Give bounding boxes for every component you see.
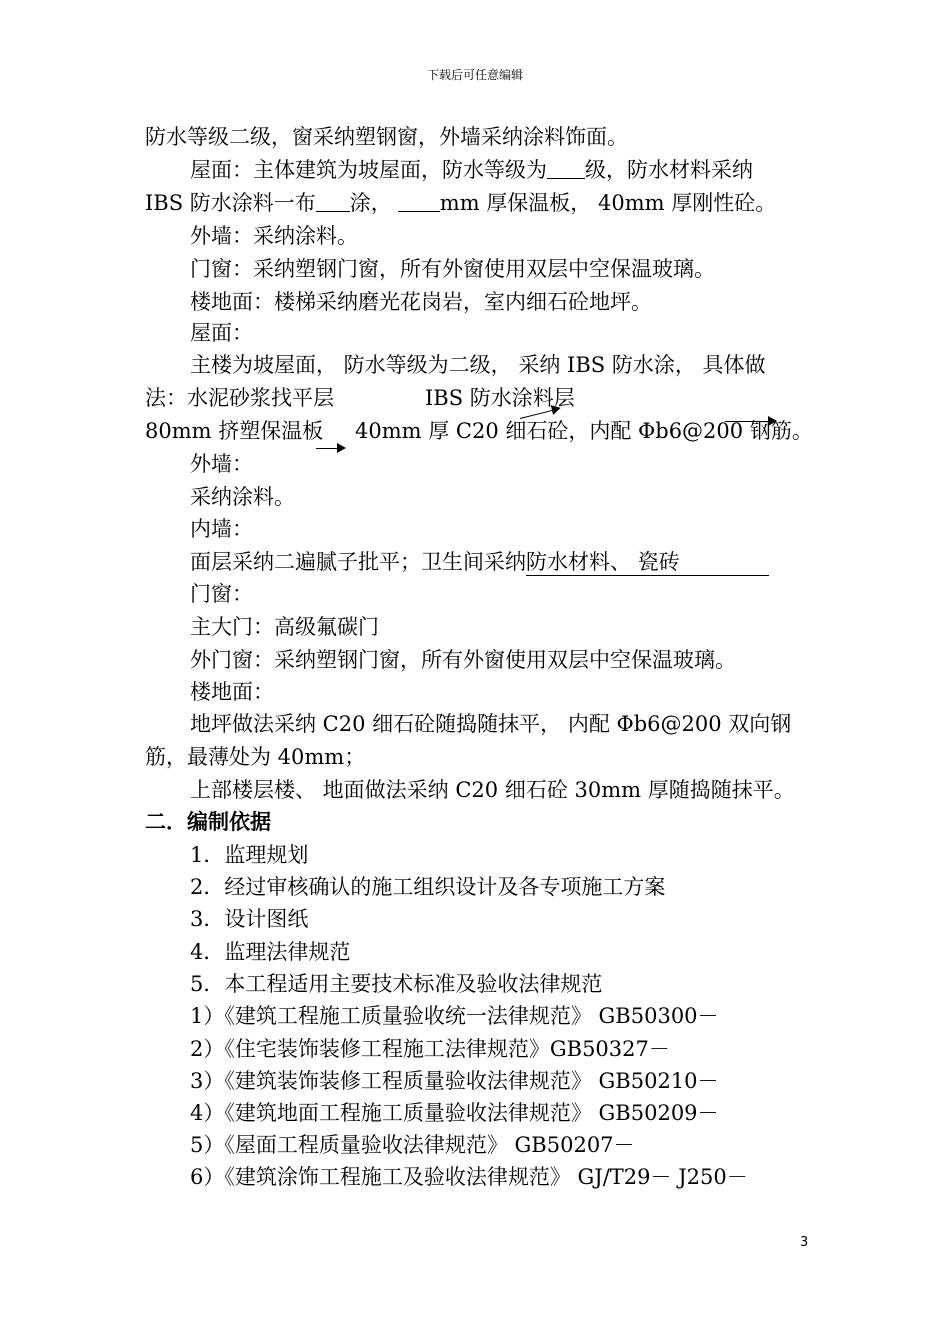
fill-blank: [547, 158, 585, 179]
text-line: 门窗：采纳塑钢门窗，所有外窗使用双层中空保温玻璃。: [190, 257, 715, 281]
standard-item: 4）《建筑地面工程施工质量验收法律规范》 GB50209－: [190, 1101, 719, 1125]
list-item: 2．经过审核确认的施工组织设计及各专项施工方案: [190, 875, 666, 899]
text-line: 门窗：: [190, 582, 253, 606]
text-line: 外墙：: [190, 452, 253, 476]
section-heading: 二．编制依据: [145, 810, 271, 834]
standard-item: 6）《建筑涂饰工程施工及验收法律规范》 GJ/T29－ J250－: [190, 1165, 748, 1189]
list-item: 4．监理法律规范: [190, 940, 351, 964]
text-line: 40mm 厚 C20 细石砼，内配 Φb6@200 钢筋。: [355, 419, 813, 443]
text-line: 采纳涂料。: [190, 485, 295, 509]
text-line: 筋，最薄处为 40mm；: [145, 745, 366, 769]
text-line: [190, 157, 753, 183]
page-number: 3: [800, 1235, 809, 1250]
text-fragment: 面层采纳二遍腻子批平；卫生间采纳: [190, 550, 526, 574]
list-item: 3．设计图纸: [190, 907, 309, 931]
text-line: [145, 190, 776, 216]
arrow-icon: [725, 421, 775, 422]
text-line: 法：水泥砂浆找平层: [145, 386, 334, 410]
text-fragment: mm 厚保温板， 40mm 厚刚性砼。: [439, 191, 777, 215]
list-item: 5．本工程适用主要技术标准及验收法律规范: [190, 972, 603, 996]
text-line: 上部楼层楼、 地面做法采纳 C20 细石砼 30mm 厚随捣随抹平。: [190, 778, 795, 802]
arrow-icon: [316, 448, 344, 449]
fill-blank: [316, 191, 350, 212]
standard-item: 5）《屋面工程质量验收法律规范》 GB50207－: [190, 1133, 635, 1157]
text-line: 80mm 挤塑保温板: [145, 419, 324, 443]
text-line: 楼地面：楼梯采纳磨光花岗岩，室内细石砼地坪。: [190, 290, 652, 314]
standard-item: 3）《建筑装饰装修工程质量验收法律规范》 GB50210－: [190, 1069, 719, 1093]
text-line: 内墙：: [190, 517, 253, 541]
text-fragment: 涂，: [349, 191, 392, 215]
text-line: 外墙：采纳涂料。: [190, 224, 358, 248]
text-line: 主楼为坡屋面， 防水等级为二级， 采纳 IBS 防水涂， 具体做: [190, 353, 766, 377]
text-fragment: 级，防水材料采纳: [585, 158, 753, 182]
text-line: 外门窗：采纳塑钢门窗，所有外窗使用双层中空保温玻璃。: [190, 648, 736, 672]
underlined-text: 防水材料、 瓷砖: [526, 549, 769, 576]
text-line: [190, 549, 769, 576]
text-line: 地坪做法采纳 C20 细石砼随捣随抹平， 内配 Φb6@200 双向钢: [190, 712, 792, 736]
text-fragment: 屋面：主体建筑为坡屋面，防水等级为: [190, 158, 547, 182]
text-fragment: IBS 防水涂料一布: [145, 191, 316, 215]
text-line: 楼地面：: [190, 680, 274, 704]
list-item: 1．监理规划: [190, 843, 309, 867]
page-header: 下载后可任意编辑: [426, 68, 523, 82]
standard-item: 2）《住宅装饰装修工程施工法律规范》GB50327－: [190, 1037, 670, 1061]
text-line: IBS 防水涂料层: [425, 386, 575, 410]
text-line: 主大门：高级氟碳门: [190, 615, 379, 639]
standard-item: 1）《建筑工程施工质量验收统一法律规范》 GB50300－: [190, 1004, 719, 1028]
fill-blank: [398, 191, 440, 212]
text-line: 屋面：: [190, 321, 253, 345]
text-line: 防水等级二级，窗采纳塑钢窗，外墙采纳涂料饰面。: [145, 125, 628, 149]
